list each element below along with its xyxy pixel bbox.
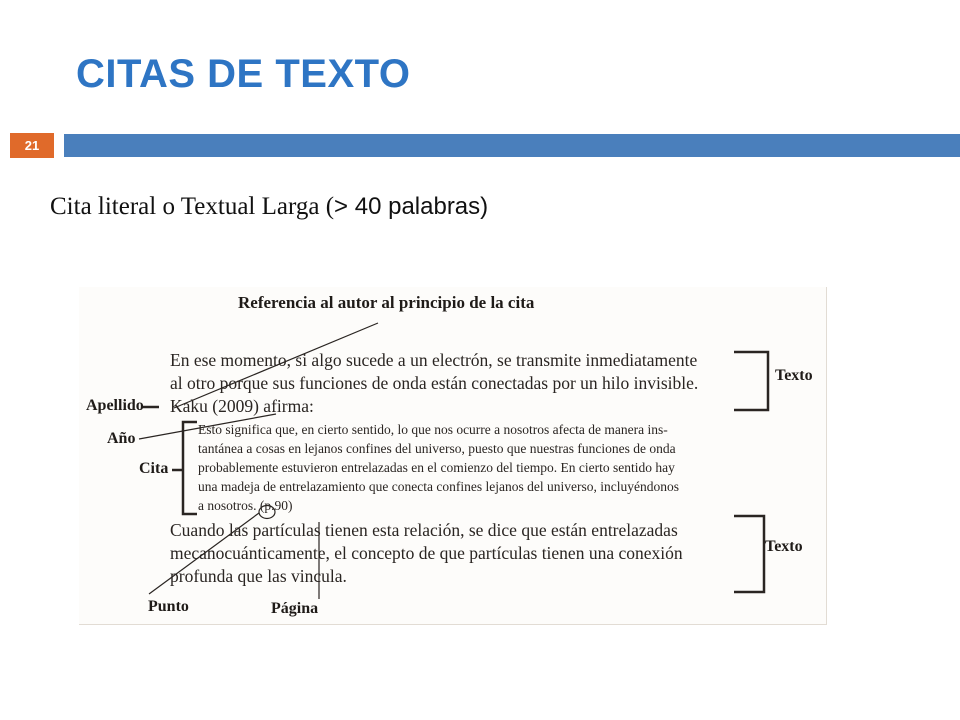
intro-line: Kaku (2009) afirma: bbox=[170, 396, 314, 416]
texto-bracket-bottom bbox=[734, 516, 764, 592]
label-pagina: Página bbox=[271, 600, 319, 617]
intro-line: En ese momento, si algo sucede a un electrón, se transmite inmediatamente bbox=[170, 350, 698, 370]
closing-line: mecanocuánticamente, el concepto de que partículas tienen una conexión bbox=[170, 543, 683, 563]
label-texto-top: Texto bbox=[775, 367, 813, 384]
label-anio: Año bbox=[107, 430, 136, 447]
intro-line: al otro porque sus funciones de onda están conectadas por un hilo invisible. bbox=[170, 373, 699, 393]
texto-bracket-top bbox=[734, 352, 768, 410]
label-apellido: Apellido bbox=[86, 397, 144, 414]
slide-title: CITAS DE TEXTO bbox=[76, 52, 411, 96]
quote-line: tantánea a cosas en lejanos confines del universo, puesto que nuestras funciones de onda bbox=[198, 441, 676, 456]
subtitle-sans-text: > 40 palabras) bbox=[334, 193, 489, 220]
label-cita: Cita bbox=[139, 460, 169, 477]
closing-line: Cuando las partículas tienen esta relación, se dice que están entrelazadas bbox=[170, 520, 678, 540]
citation-example-figure bbox=[79, 287, 827, 625]
cita-bracket bbox=[183, 422, 197, 514]
quote-line: una madeja de entrelazamiento que conecta confines lejanos del universo, incluyéndonos bbox=[198, 479, 679, 494]
closing-line: profunda que las vincula. bbox=[170, 566, 347, 586]
quote-line: Esto significa que, en cierto sentido, lo que nos ocurre a nosotros afecta de manera ins- bbox=[198, 422, 668, 437]
figure-heading: Referencia al autor al principio de la cita bbox=[238, 293, 535, 312]
quote-line: probablemente estuvieron entrelazadas en el comienzo del tiempo. En cierto sentido hay bbox=[198, 460, 675, 475]
slide-number-badge: 21 bbox=[10, 133, 54, 158]
header-bar bbox=[64, 134, 960, 157]
slide-subtitle bbox=[50, 193, 488, 221]
quote-line: a nosotros. (p.90) bbox=[198, 498, 293, 513]
subtitle-serif-text: Cita literal o Textual Larga ( bbox=[50, 193, 335, 220]
label-texto-bottom: Texto bbox=[765, 538, 803, 555]
label-punto: Punto bbox=[148, 598, 189, 615]
